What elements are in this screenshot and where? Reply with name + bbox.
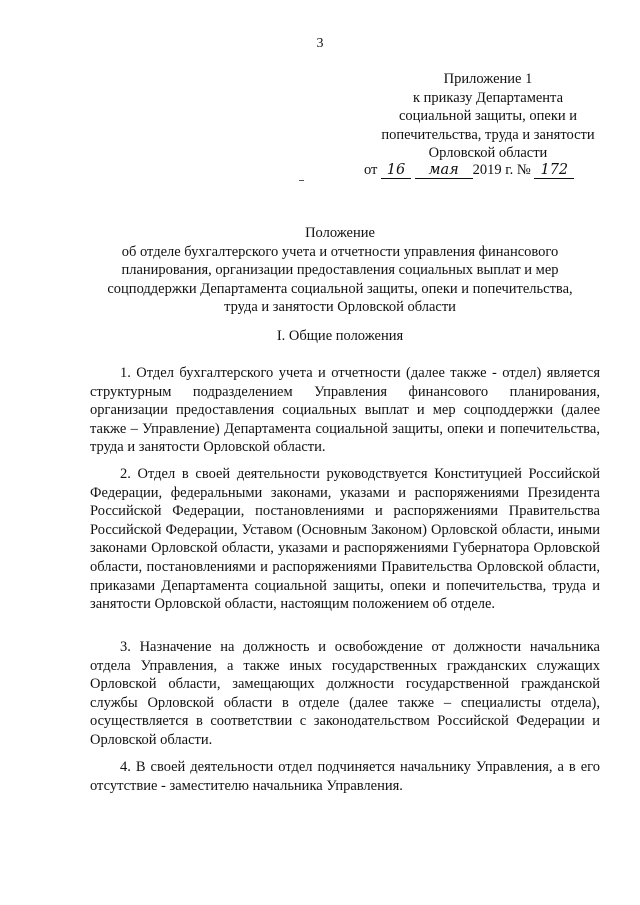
- appendix-line: Орловской области: [428, 145, 548, 161]
- handwritten-day: 16: [381, 163, 411, 179]
- paragraph-1: 1. Отдел бухгалтерского учета и отчетности (далее также - отдел) является структурным подразделением Управления финансового планирования, организации предоставления социальных выплат и мер соцподдержки (далее также – Управление) Департамента социальной защиты, опеки и попечительства, труда и занятости Орловской области.: [90, 365, 600, 456]
- appendix-block: [368, 70, 608, 163]
- title-line: планирования, организации предоставления социальных выплат и мер: [121, 262, 559, 278]
- document-title: [80, 224, 600, 317]
- appendix-line: попечительства, труда и занятости: [381, 126, 595, 143]
- order-date-line: [364, 162, 614, 179]
- date-prefix: от: [364, 162, 378, 178]
- handwritten-month: мая: [415, 163, 473, 179]
- page-number: 3: [316, 36, 324, 51]
- title-heading: Положение: [305, 225, 375, 241]
- handwritten-doc-number: 172: [534, 163, 574, 179]
- title-line: об отделе бухгалтерского учета и отчетности управления финансового: [121, 243, 559, 260]
- appendix-line: Приложение 1: [443, 71, 533, 87]
- section-heading: I. Общие положения: [276, 328, 404, 344]
- stray-mark: [299, 180, 304, 181]
- paragraph-2: 2. Отдел в своей деятельности руководствуется Конституцией Российской Федерации, федеральными законами, указами и распоряжениями Президента Российской Федерации, постановлениями и распоряжениями Правительства Российской Федерации, Уставом (Основным Законом) Орловской области, иными законами Орловской области, указами и распоряжениями Губернатора Орловской области, постановлениями и распоряжениями Правительства Орловской области, приказами Департамента социальной защиты, опеки и попечительства, труда и занятости Орловской области, настоящим положением об отделе.: [90, 466, 600, 613]
- title-line: труда и занятости Орловской области: [224, 299, 456, 315]
- date-year: 2019 г. №: [472, 162, 531, 178]
- appendix-line: социальной защиты, опеки и: [398, 108, 578, 124]
- appendix-line: к приказу Департамента: [412, 89, 564, 106]
- paragraph-4: 4. В своей деятельности отдел подчиняется начальнику Управления, а в его отсутствие - заместителю начальника Управления.: [90, 759, 600, 794]
- title-line: соцподдержки Департамента социальной защиты, опеки и попечительства,: [107, 280, 573, 297]
- paragraph-3: 3. Назначение на должность и освобождение от должности начальника отдела Управления, а также иных государственных гражданских служащих Орловской области, замещающих должности государственной гражданской службы Орловской области в отделе (далее также – специалисты отдела), осуществляется в соответствии с законодательством Российской Федерации и Орловской области.: [90, 639, 600, 748]
